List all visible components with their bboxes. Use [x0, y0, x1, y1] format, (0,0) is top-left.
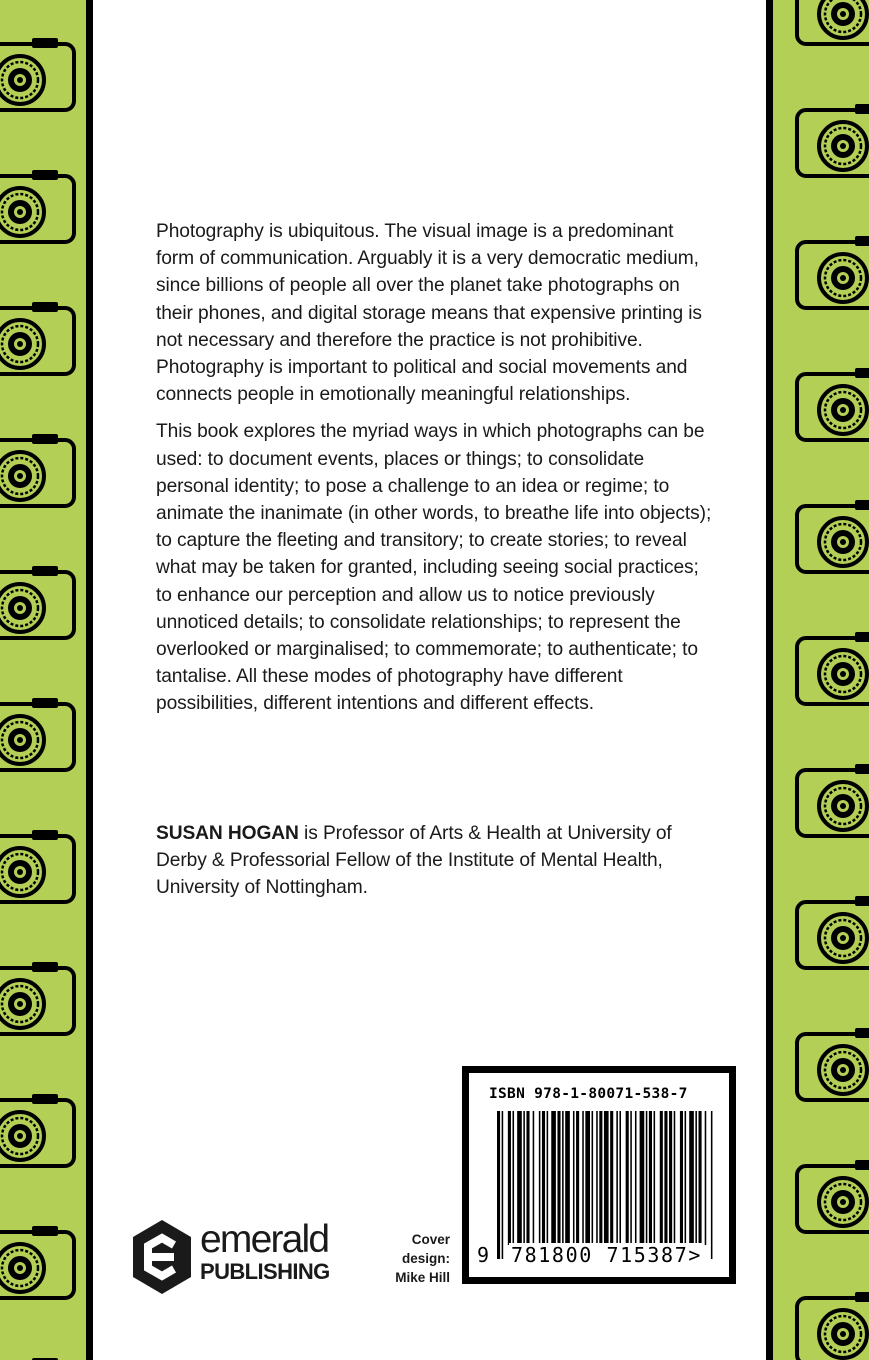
camera-icon	[797, 236, 869, 308]
barcode-bar	[557, 1111, 560, 1245]
barcode-bar	[526, 1111, 529, 1245]
credit-line-2: design:	[401, 1251, 450, 1266]
barcode-bar	[604, 1111, 609, 1245]
barcode-bar	[542, 1111, 545, 1245]
barcode-bar	[699, 1111, 702, 1245]
camera-icon	[0, 434, 74, 506]
barcode-bar	[565, 1111, 570, 1245]
isbn-label: ISBN 978-1-80071-538-7	[489, 1086, 688, 1102]
camera-icon	[0, 962, 74, 1034]
ean-digits-text: 781800 715387	[511, 1243, 689, 1267]
barcode-bar	[596, 1111, 598, 1245]
barcode-bar	[582, 1111, 584, 1245]
publisher-logo	[130, 1218, 360, 1298]
left-camera-strip	[0, 0, 93, 1360]
barcode-bar	[654, 1111, 656, 1245]
blurb-paragraph-2: This book explores the myriad ways in which photographs can be used: to document events, places or things; to consolidate personal identity; to pose a challenge to an idea or regime; to animate the inanimate (in other words, to breathe life into objects); to capture the fleeting and transitory; to create stories; to reveal what may be taken for granted, including seeing social practices; to enhance our perception and allow us to notice previously unnoticed details; to consolidate relationships; to represent the overlooked or marginalised; to commemorate; to authenticate; to tantalise. All these modes of photography have different possibilities, different intentions and different effects.	[156, 421, 712, 715]
camera-icon	[797, 1160, 869, 1232]
cover-design-credit	[376, 1230, 450, 1287]
emerald-hexagon-e-icon	[130, 1218, 194, 1296]
barcode-bar	[689, 1111, 694, 1245]
camera-icon	[797, 1292, 869, 1360]
camera-icon	[797, 632, 869, 704]
camera-icon	[0, 1094, 74, 1166]
camera-icon	[0, 566, 74, 638]
barcode-bar	[660, 1111, 663, 1245]
camera-icon	[797, 104, 869, 176]
barcode-bar	[685, 1111, 687, 1245]
author-description: is Professor of Arts & Health at University of Derby & Professorial Fellow of the Institute of Mental Health, University of Nottingham.	[156, 823, 672, 899]
camera-icon	[797, 0, 869, 44]
author-bio	[156, 820, 726, 902]
barcode-bar	[551, 1111, 556, 1245]
barcode-bar	[635, 1111, 637, 1245]
barcode-bar	[562, 1111, 564, 1245]
back-cover-blurb	[156, 218, 716, 728]
barcode-bar	[508, 1111, 511, 1245]
camera-pattern-left	[0, 0, 86, 1360]
barcode-bar	[630, 1111, 632, 1245]
barcode-bar	[610, 1111, 613, 1245]
barcode-bar	[517, 1111, 522, 1245]
barcode-bar	[599, 1111, 602, 1245]
barcode-bar	[640, 1111, 645, 1259]
barcode-bar	[705, 1111, 707, 1245]
barcode-bar	[585, 1111, 590, 1245]
barcode-bar	[669, 1111, 672, 1245]
barcode-bar	[626, 1111, 629, 1245]
barcode-bar	[649, 1111, 652, 1245]
barcode-bar	[646, 1111, 648, 1245]
camera-icon	[0, 302, 74, 374]
author-name: SUSAN HOGAN	[156, 823, 299, 844]
camera-icon	[797, 500, 869, 572]
barcode-bars	[495, 1111, 715, 1259]
barcode-bar	[616, 1111, 618, 1245]
right-camera-strip	[766, 0, 869, 1360]
publisher-name: emerald	[200, 1218, 329, 1261]
barcode-bar	[695, 1111, 697, 1245]
camera-icon	[797, 1028, 869, 1100]
ean-quiet-mark: >	[688, 1243, 702, 1267]
barcode-bar	[664, 1111, 667, 1245]
barcode-bar	[513, 1111, 515, 1245]
camera-icon	[0, 38, 74, 110]
ean-lead-digit: 9	[477, 1243, 490, 1267]
barcode-bar	[680, 1111, 683, 1245]
barcode-bar	[497, 1111, 500, 1259]
barcode-bar	[619, 1111, 621, 1245]
camera-icon	[0, 1226, 74, 1298]
barcode-bar	[502, 1111, 504, 1259]
credit-line-1: Cover	[411, 1232, 450, 1247]
barcode-bar	[533, 1111, 535, 1245]
barcode-bar	[539, 1111, 541, 1245]
camera-pattern-right	[773, 0, 869, 1360]
barcode-bar	[573, 1111, 575, 1245]
barcode-bar	[547, 1111, 549, 1245]
barcode-bar	[576, 1111, 579, 1245]
camera-icon	[0, 830, 74, 902]
barcode-bar	[592, 1111, 594, 1245]
barcode-bar	[711, 1111, 713, 1259]
camera-icon	[797, 764, 869, 836]
barcode-bar	[674, 1111, 676, 1245]
blurb-paragraph-1: Photography is ubiquitous. The visual image is a predominant form of communication. Arguably it is a very democratic medium, since billions of people all over the planet take photographs on their phones, and digital storage means that expensive printing is not necessary and therefore the practice is not prohibitive. Photography is important to political and social movements and connects people in emotionally meaningful relationships.	[156, 221, 702, 406]
credit-line-3: Mike Hill	[395, 1270, 450, 1285]
camera-icon	[0, 698, 74, 770]
publisher-subtitle: PUBLISHING	[200, 1259, 330, 1284]
camera-icon	[0, 170, 74, 242]
camera-icon	[797, 896, 869, 968]
ean-digits	[509, 1243, 704, 1267]
camera-icon	[797, 368, 869, 440]
isbn-barcode	[462, 1066, 736, 1284]
barcode-bar	[523, 1111, 525, 1245]
